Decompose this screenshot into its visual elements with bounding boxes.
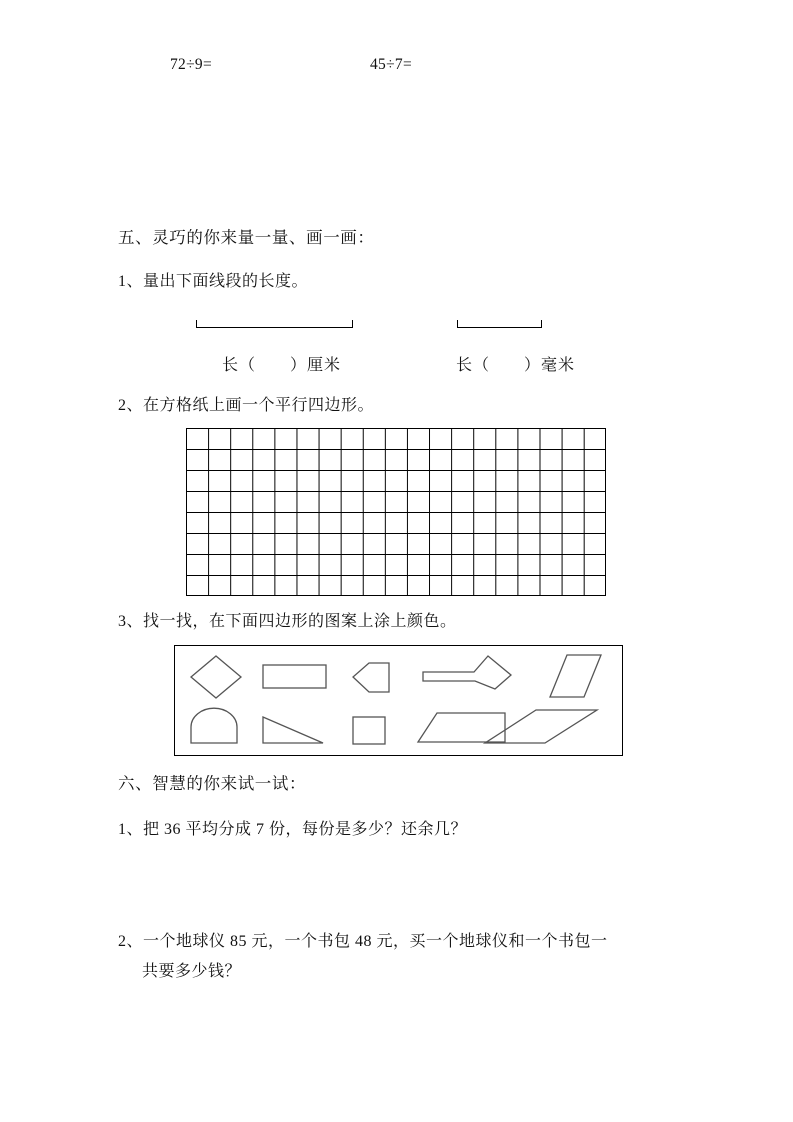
section-six-heading: 六、智慧的你来试一试： <box>118 774 307 793</box>
question-6-1-text: 1、把 36 平均分成 7 份，每份是多少？还余几？ <box>118 821 468 838</box>
segment-2-answer-label: 长（ ）毫米 <box>456 357 576 374</box>
segment-2-bar <box>457 327 542 328</box>
shapes-svg <box>175 646 622 755</box>
segment-1-tick-right <box>352 320 353 328</box>
grid-paper <box>186 428 606 596</box>
section-five-heading: 五、灵巧的你来量一量、画一画： <box>118 228 375 247</box>
line-segment-2 <box>457 318 542 328</box>
segment-1-bar <box>196 327 353 328</box>
question-5-1-text: 1、量出下面线段的长度。 <box>118 273 309 290</box>
arithmetic-row <box>118 56 678 80</box>
arithmetic-expression-1: 72÷9= <box>170 56 212 73</box>
question-6-2-text-line2: 共要多少钱？ <box>142 963 242 980</box>
shape-parallelogram-slanted <box>485 710 597 743</box>
segment-2-tick-right <box>541 320 542 328</box>
shape-rhombus-diamond <box>191 656 241 698</box>
question-5-3-text: 3、找一找，在下面四边形的图案上涂上颜色。 <box>118 613 457 630</box>
shape-square <box>353 717 385 744</box>
shape-semicircle-dome <box>191 708 237 743</box>
shapes-box <box>174 645 623 756</box>
shape-parallelogram-right-lean <box>550 655 601 697</box>
arithmetic-expression-2: 45÷7= <box>370 56 412 73</box>
line-segment-1 <box>196 318 353 328</box>
shape-pentagon-left-arrow <box>353 663 389 692</box>
shape-rectangle-wide <box>263 665 326 688</box>
shape-trapezoid <box>418 713 505 742</box>
shape-flag-arrow-polygon <box>423 656 511 689</box>
question-5-2-text: 2、在方格纸上画一个平行四边形。 <box>118 397 375 414</box>
shape-right-triangle <box>263 717 323 743</box>
segment-1-answer-label: 长（ ）厘米 <box>222 357 342 374</box>
question-6-2-text-line1: 2、一个地球仪 85 元，一个书包 48 元，买一个地球仪和一个书包一 <box>118 933 608 950</box>
